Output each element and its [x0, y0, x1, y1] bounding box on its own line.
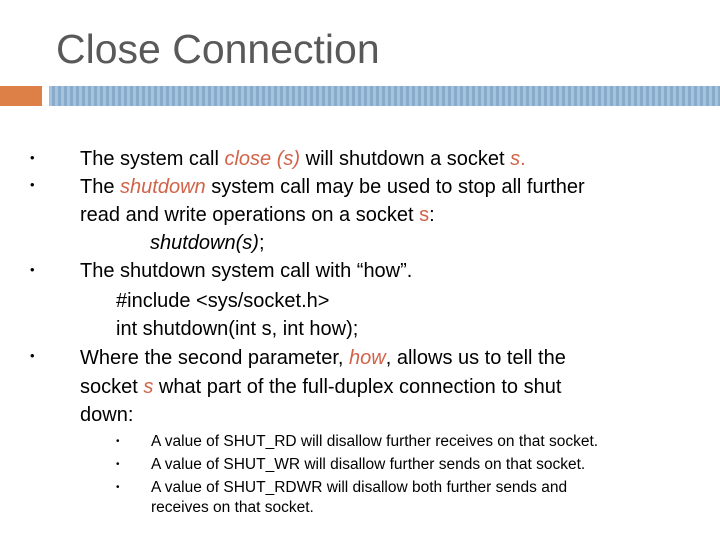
code-term-shutdown: shutdown: [120, 176, 206, 198]
sub-bullet-shut-rd: A value of SHUT_RD will disallow further receives on that socket.: [151, 433, 599, 450]
socket-var: s: [510, 148, 521, 170]
socket-var: s: [419, 204, 430, 226]
code-term-close: close (s): [224, 148, 301, 170]
bullet-1-text: [80, 147, 526, 171]
accent-bar-blue: [49, 86, 720, 106]
bullet-marker: •: [30, 150, 35, 165]
bullet-3-code-signature: int shutdown(int s, int how);: [116, 318, 359, 340]
bullet-2-line-2: [80, 203, 435, 227]
text-run: ;: [258, 232, 265, 254]
bullet-2-code: [150, 231, 265, 255]
text-run: what part of the full-duplex connection to shut: [153, 376, 562, 398]
bullet-marker: •: [30, 348, 35, 363]
bullet-3-code-include: #include <sys/socket.h>: [116, 290, 330, 312]
bullet-4-line-2: [80, 375, 561, 399]
socket-var: s: [143, 376, 154, 398]
text-run: The system call: [80, 148, 225, 170]
sub-bullet-shut-wr: A value of SHUT_WR will disallow further sends on that socket.: [151, 456, 586, 473]
text-run: The: [80, 176, 121, 198]
param-how: how: [349, 347, 386, 369]
bullet-3-line-1: The shutdown system call with “how”.: [80, 260, 413, 282]
code-snippet: shutdown(s): [150, 232, 259, 254]
bullet-4-line-1: [80, 346, 566, 370]
text-run: Where the second parameter,: [80, 347, 350, 369]
sub-bullet-marker: •: [116, 459, 120, 470]
sub-bullet-marker: •: [116, 436, 120, 447]
text-run: system call may be used to stop all further: [205, 176, 585, 198]
sub-bullet-shut-rdwr-cont: receives on that socket.: [151, 499, 314, 516]
bullet-marker: •: [30, 177, 35, 192]
text-run: , allows us to tell the: [385, 347, 566, 369]
text-run: socket: [80, 376, 144, 398]
bullet-4-line-3: down:: [80, 404, 134, 426]
text-run: read and write operations on a socket: [80, 204, 420, 226]
sub-bullet-shut-rdwr: A value of SHUT_RDWR will disallow both further sends and: [151, 479, 568, 496]
bullet-marker: •: [30, 262, 35, 277]
text-run: .: [520, 148, 526, 170]
sub-bullet-marker: •: [116, 482, 120, 493]
bullet-2-line-1: [80, 175, 585, 199]
text-run: will shutdown a socket: [300, 148, 511, 170]
slide-title: Close Connection: [56, 26, 380, 72]
accent-bar-orange: [0, 86, 42, 106]
text-run: :: [429, 204, 435, 226]
